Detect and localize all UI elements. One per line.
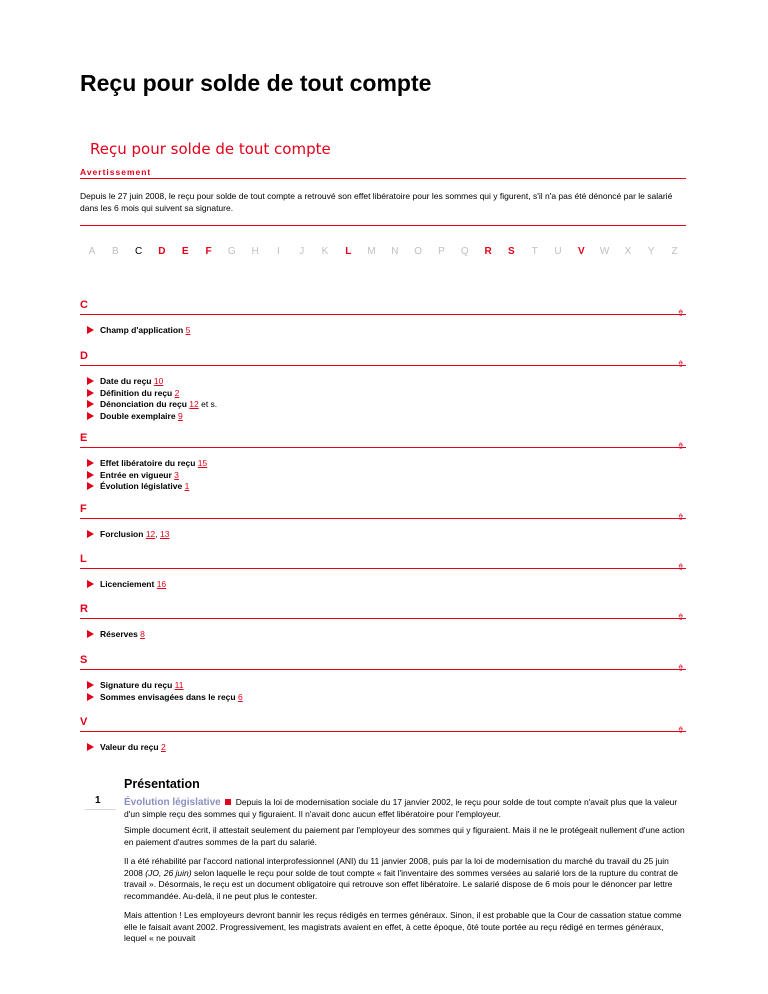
alphabet-letter-m: M xyxy=(367,246,376,257)
back-to-top-icon[interactable]: ⇮ xyxy=(677,441,685,451)
alphabet-letter-i: I xyxy=(277,246,280,257)
alphabet-letter-w: W xyxy=(599,246,610,257)
section-letter-l: L xyxy=(80,553,87,565)
entry-list xyxy=(87,629,145,641)
triangle-bullet-icon xyxy=(87,326,94,334)
triangle-bullet-icon xyxy=(87,580,94,588)
section-letter-f: F xyxy=(80,503,87,515)
paragraph-number-underline xyxy=(85,809,116,810)
section-letter-r: R xyxy=(80,603,88,615)
index-entry: Forclusion 12, 13 xyxy=(87,529,169,541)
back-to-top-icon[interactable]: ⇮ xyxy=(677,512,685,522)
entry-label: Date du reçu xyxy=(100,376,154,386)
index-entry xyxy=(87,411,217,423)
paragraph-3 xyxy=(124,856,687,902)
section-divider xyxy=(80,618,686,619)
entry-ref-link[interactable]: 11 xyxy=(174,680,184,690)
entry-ref-link[interactable]: 12 xyxy=(189,399,199,409)
entry-ref-link[interactable]: 3 xyxy=(174,469,179,480)
index-entry xyxy=(87,376,217,388)
triangle-bullet-icon xyxy=(87,471,94,479)
index-entry xyxy=(87,579,166,591)
index-entry xyxy=(87,325,190,337)
index-entry xyxy=(87,742,166,754)
entry-ref-link[interactable]: 2 xyxy=(160,742,166,752)
entry-list xyxy=(87,680,243,703)
entry-ref-link[interactable]: 10 xyxy=(153,376,164,386)
section-divider xyxy=(80,314,686,315)
index-entry xyxy=(87,481,207,493)
back-to-top-icon[interactable]: ⇮ xyxy=(677,663,685,673)
presentation-title: Présentation xyxy=(124,777,200,791)
entry-label: Sommes envisagées dans le reçu xyxy=(100,691,238,702)
triangle-bullet-icon xyxy=(87,389,94,397)
section-divider xyxy=(80,568,686,569)
alphabet-letter-q: Q xyxy=(460,246,469,257)
alphabet-letter-y: Y xyxy=(647,246,655,257)
section-letter-e: E xyxy=(80,432,88,444)
triangle-bullet-icon xyxy=(87,693,94,701)
alphabet-letter-b: B xyxy=(111,246,119,257)
entry-ref-link[interactable]: 1 xyxy=(184,481,190,491)
entry-list xyxy=(87,579,166,591)
entry-label: Licenciement xyxy=(100,579,157,589)
index-entry xyxy=(87,692,243,704)
entry-label: Réserves xyxy=(100,629,141,639)
index-entry xyxy=(87,629,145,641)
entry-ref-link[interactable]: 15 xyxy=(197,458,208,468)
paragraph-text: selon laquelle le reçu pour solde de tout compte « fait l'inventaire des sommes versées au salarié lors de la rupture du contrat de travail ». Désormais, le reçu est un document obligatoire qui retrouve son effet libératoire. Le salarié dispose de 6 mois pour le dénoncer par lettre recommandée. Au-delà, il ne peut plus le contester. xyxy=(124,867,678,901)
alphabet-letter-x: X xyxy=(624,246,632,257)
alphabet-letter-u: U xyxy=(554,246,562,257)
triangle-bullet-icon xyxy=(87,482,94,490)
entry-label: Champ d'application xyxy=(100,325,186,335)
entry-label: Définition du reçu xyxy=(100,387,175,398)
entry-ref-link[interactable]: 2 xyxy=(174,387,180,398)
entry-list xyxy=(87,458,207,493)
entry-label: Entrée en vigueur xyxy=(100,469,175,480)
entry-label: Valeur du reçu xyxy=(100,742,161,752)
back-to-top-icon[interactable]: ⇮ xyxy=(677,308,685,318)
section-letter-c: C xyxy=(80,299,88,311)
divider xyxy=(80,225,686,226)
index-entry xyxy=(87,470,207,482)
alphabet-letter-d[interactable]: D xyxy=(158,246,166,257)
back-to-top-icon[interactable]: ⇮ xyxy=(677,725,685,735)
entry-label: Dénonciation du reçu xyxy=(100,399,190,409)
triangle-bullet-icon xyxy=(87,530,94,538)
triangle-bullet-icon xyxy=(87,412,94,420)
entry-list xyxy=(87,325,190,337)
entry-list xyxy=(87,376,217,422)
entry-ref-link[interactable]: 5 xyxy=(185,325,191,335)
alphabet-letter-n: N xyxy=(391,246,399,257)
entry-label: Forclusion xyxy=(100,529,146,539)
paragraph-text: Il a été réhabilité par l'accord national interprofessionnel (ANI) du 11 janvier 2008, puis par la loi de modernisation du marché du travail du 25 juin 2008 xyxy=(124,856,669,878)
alphabet-letter-j: J xyxy=(299,246,305,257)
paragraph-1 xyxy=(124,797,687,820)
alphabet-letter-c: C xyxy=(134,246,143,257)
alphabet-letter-f[interactable]: F xyxy=(205,246,212,257)
entry-list xyxy=(87,742,166,754)
alphabet-letter-t: T xyxy=(531,246,538,257)
triangle-bullet-icon xyxy=(87,400,94,408)
entry-ref-link[interactable]: 13 xyxy=(160,529,170,539)
alphabet-letter-g: G xyxy=(227,246,236,257)
index-entry xyxy=(87,399,217,411)
alphabet-letter-r[interactable]: R xyxy=(484,246,492,257)
paragraph-number: 1 xyxy=(95,795,101,806)
alphabet-index xyxy=(80,246,686,260)
entry-ref-link[interactable]: 6 xyxy=(237,691,243,702)
document-subtitle: Reçu pour solde de tout compte xyxy=(90,140,331,158)
entry-label: Évolution législative xyxy=(100,481,185,491)
alphabet-letter-a: A xyxy=(88,246,96,257)
index-entry xyxy=(87,388,217,400)
triangle-bullet-icon xyxy=(87,630,94,638)
alphabet-letter-z: Z xyxy=(671,246,678,257)
warning-text: Depuis le 27 juin 2008, le reçu pour solde de tout compte a retrouvé son effet libératoire pour les sommes qui y figurent, s'il n'a pas été dénoncé par le salarié dans les 6 mois qui suivent sa signature. xyxy=(80,191,673,213)
divider xyxy=(80,178,686,179)
alphabet-letter-s[interactable]: S xyxy=(508,246,515,257)
triangle-bullet-icon xyxy=(87,743,94,751)
section-letter-v: V xyxy=(80,716,88,728)
paragraph-4: Mais attention ! Les employeurs devront bannir les reçus rédigés en termes généraux. Sinon, il est probable que la Cour de cassation statue comme elle le faisait avant 2002. Progressivement, les magistrats avaient en effet, à cette époque, ôté toute portée au reçu rédigé en termes généraux, lequel « ne pouvait xyxy=(124,910,682,943)
entry-label: Double exemplaire xyxy=(100,410,178,421)
warning-label: Avertissement xyxy=(80,167,152,177)
entry-ref-link[interactable]: 16 xyxy=(156,579,167,589)
paragraph-heading: Évolution législative xyxy=(124,797,221,808)
entry-ref-link[interactable]: 9 xyxy=(177,410,183,421)
alphabet-letter-o: O xyxy=(414,246,423,257)
alphabet-letter-k: K xyxy=(321,246,329,257)
section-divider xyxy=(80,731,686,732)
alphabet-letter-l[interactable]: L xyxy=(345,246,352,257)
entry-list xyxy=(87,529,169,541)
section-divider xyxy=(80,447,686,448)
paragraph-citation: (JO, 26 juin) xyxy=(145,867,192,878)
alphabet-letter-h: H xyxy=(251,246,259,257)
entry-ref-link[interactable]: 12 xyxy=(145,529,156,539)
entry-label: Effet libératoire du reçu xyxy=(100,458,198,468)
triangle-bullet-icon xyxy=(87,377,94,385)
index-entry xyxy=(87,458,207,470)
alphabet-letter-p: P xyxy=(438,246,445,257)
back-to-top-icon[interactable]: ⇮ xyxy=(677,562,685,572)
alphabet-letter-v[interactable]: V xyxy=(577,246,585,257)
section-divider xyxy=(80,669,686,670)
alphabet-letter-e[interactable]: E xyxy=(181,246,189,257)
entry-suffix: et s. xyxy=(198,399,218,409)
paragraph-2: Simple document écrit, il attestait seulement du paiement par l'employeur des sommes qui y figuraient. Mais il ne le protégeait nullement d'une action en paiement d'autres sommes de la part du salarié. xyxy=(124,825,685,847)
section-divider xyxy=(80,518,686,519)
section-letter-d: D xyxy=(80,350,88,362)
triangle-bullet-icon xyxy=(87,459,94,467)
back-to-top-icon[interactable]: ⇮ xyxy=(677,359,685,369)
section-divider xyxy=(80,365,686,366)
triangle-bullet-icon xyxy=(87,681,94,689)
back-to-top-icon[interactable]: ⇮ xyxy=(677,612,685,622)
index-entry xyxy=(87,680,243,692)
page-title: Reçu pour solde de tout compte xyxy=(80,70,432,96)
section-letter-s: S xyxy=(80,654,88,666)
entry-label: Signature du reçu xyxy=(100,680,175,690)
paragraph-text: Depuis la loi de modernisation sociale du 17 janvier 2002, le reçu pour solde de tout compte n'avait plus que la valeur d'un simple reçu des sommes qui y figuraient. Il n'avait donc aucun effet libératoire pour l'employeur. xyxy=(124,797,678,819)
entry-ref-link[interactable]: 8 xyxy=(140,629,145,639)
square-bullet-icon xyxy=(225,799,231,805)
